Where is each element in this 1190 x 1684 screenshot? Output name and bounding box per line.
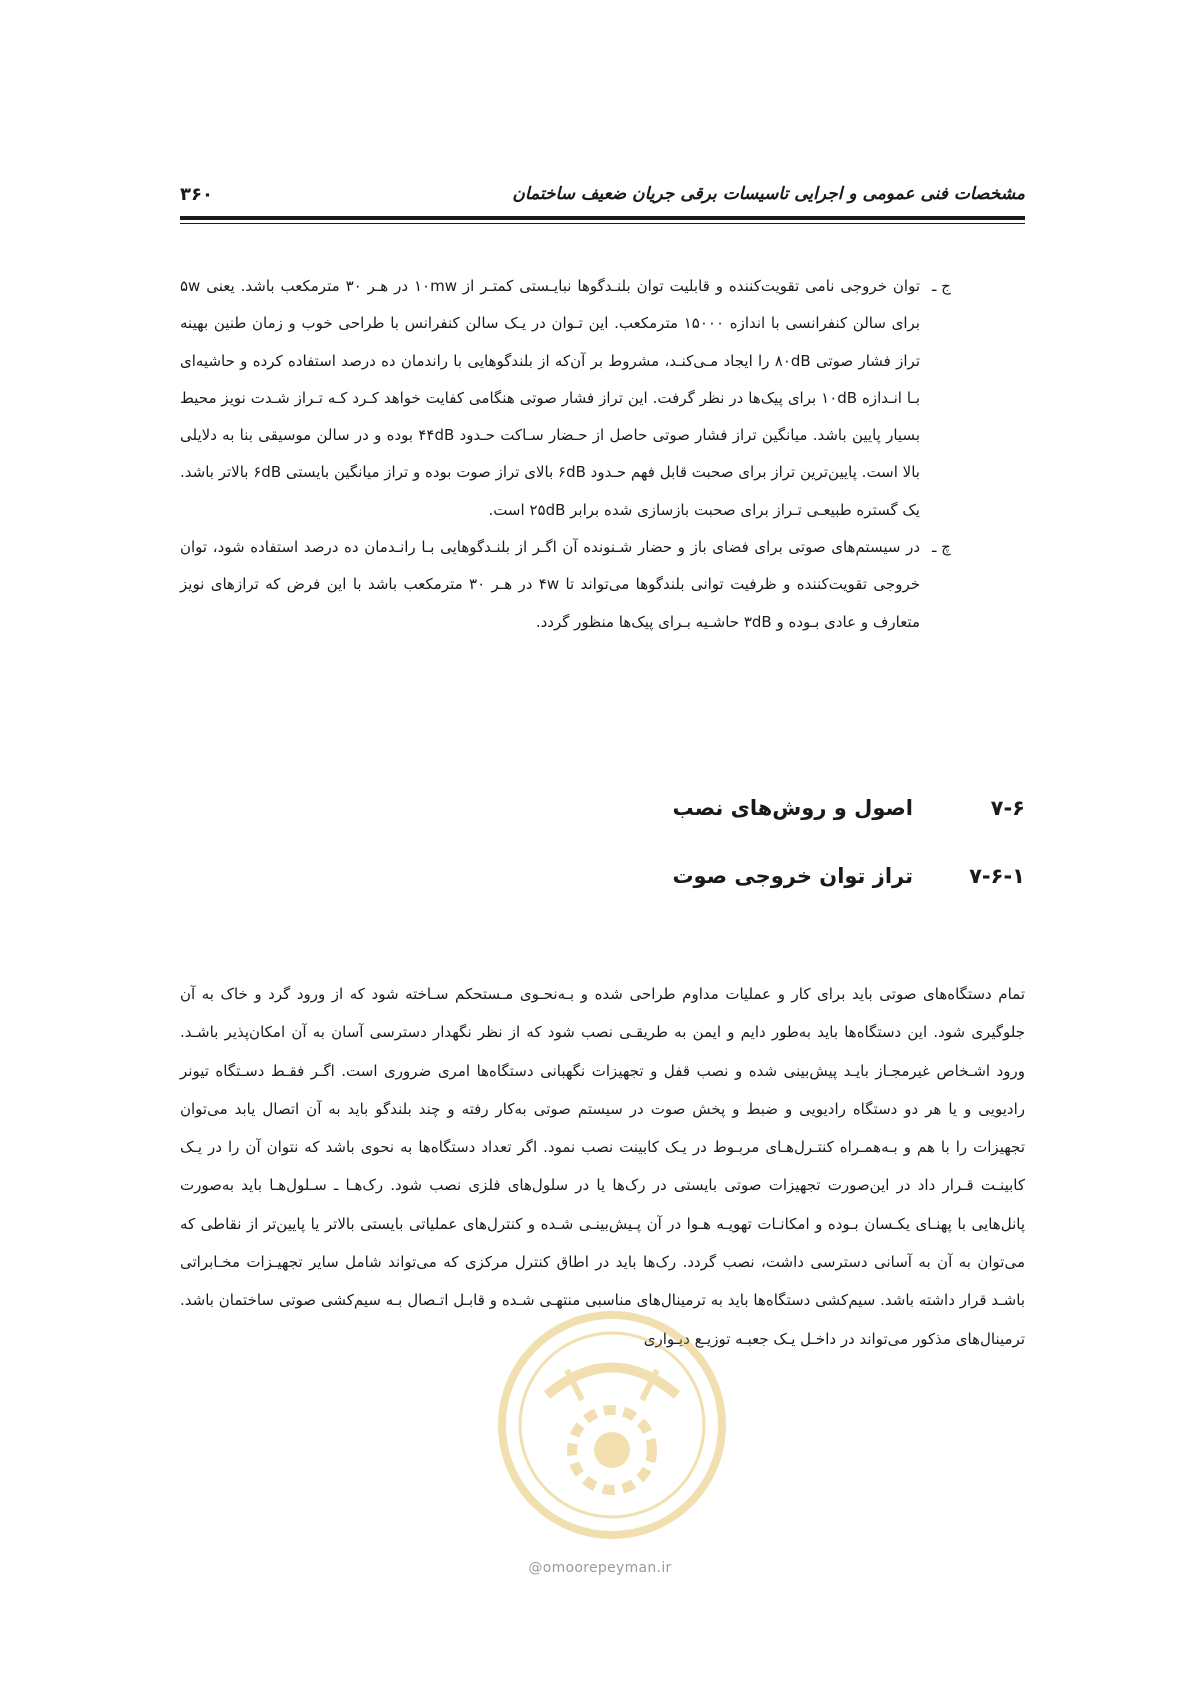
section-heading [180,796,1025,836]
list-item-marker: ج ـ [932,277,951,295]
watermark-url: @omoorepeyman.ir [528,1560,672,1576]
header-title: مشخصات فنی عمومی و اجرایی تاسیسات برقی جریان ضعیف ساختمان [512,184,1025,204]
header-rule-thin [180,223,1025,224]
page-number: ۳۶۰ [180,184,213,205]
watermark-logo-icon [487,1300,737,1550]
section-number: ۷-۶ [990,796,1025,820]
subsection-title: تراز توان خروجی صوت [672,864,913,888]
list-item-jim [180,268,951,529]
list-item-marker: چ ـ [932,538,951,557]
section-title: اصول و روش‌های نصب [672,796,913,820]
list-item-text: در سیستم‌های صوتی برای فضای باز و حضار شـنونده آن اگـر از بلنـدگوهایی بـا رانـدمان ده درصد استفاده شود، توان خروجی تقویت‌کننده و ظرفیت توانی بلندگوها می‌تواند تا ۴w در هـر ۳۰ مترمکعب باشد با این فرض که ترازهای نویز متعارف و عادی بـوده و ۳dB حاشـیه بـرای پیک‌ها منظور گردد. [180,538,920,631]
header-rule-thick [180,216,1025,220]
list-items [180,268,951,641]
list-item-che [180,529,951,641]
list-item-text: توان خروجی نامی تقویت‌کننده و قابلیت توان بلنـدگوها نبایـستی کمتـر از ۱۰mw در هـر ۳۰ مترمکعب باشد. یعنی ۵w برای سالن کنفرانسی با اندازه ۱۵۰۰۰ مترمکعب. این تـوان در یـک سالن کنفرانس با طراحی خوب و زمان طنین بهینه تراز فشار صوتی ۸۰dB را ایجاد مـی‌کنـد، مشروط بر آن‌که از بلندگوهایی با راندمان ده درصد استفاده کرده و حاشیه‌ای بـا انـدازه ۱۰dB برای پیک‌ها در نظر گرفت. این تراز فشار صوتی هنگامی کفایت خواهد کـرد کـه تـراز شـدت نویز محیط بسیار پایین باشد. میانگین تراز فشار صوتی حاصل از حـضار سـاکت حـدود ۴۴dB بوده و در سالن موسیقی بنا به دلایلی بالا است. پایین‌ترین تراز برای صحبت قابل فهم حـدود ۶dB بالای تراز صوت بوده و تراز میانگین بایستی ۶dB بالاتر باشد. یک گستره طبیعـی تـراز برای صحبت بازسازی شده برابر ۲۵dB است. [180,277,920,519]
subsection-number: ۷-۶-۱ [969,864,1025,888]
body-text: تمام دستگاه‌های صوتی باید برای کار و عملیات مداوم طراحی شده و بـه‌نحـوی مـستحکم سـاخته شود که از ورود گرد و خاک به آن جلوگیری شود. این دستگاه‌ها باید به‌طور دایم و ایمن به طریقـی نصب شود که از نظر نگهدار دسترسی آسان به آن امکان‌پذیر باشـد. ورود اشـخاص غیرمجـاز بایـد پیش‌بینی شده و نصب قفل و تجهیزات نگهبانی دستگاه‌ها امری ضروری است. اگـر فقـط دسـتگاه تیونر رادیویی و یا هر دو دستگاه رادیویی و ضبط و پخش صوت در سیستم صوتی به‌کار رفته و چند بلندگو باید به آن اتصال یابد می‌توان تجهیزات را با هم و بـه‌همـراه کنتـرل‌هـای مربـوط در یـک کابینت نصب نمود. اگر تعداد دستگاه‌ها به نحوی باشد که نتوان آن را در یـک کابینـت قـرار داد در این‌صورت تجهیزات صوتی بایستی در رک‌ها یا در سلول‌های فلزی نصب شود. رک‌هـا ـ سـلول‌هـا باید به‌صورت پانل‌هایی با پهنـای یکـسان بـوده و امکانـات تهویـه هـوا در آن پـیش‌بینـی شـده و کنترل‌های عملیاتی بایستی بالاتر یا پایین‌تر از نقاطی که می‌توان به آن به آسانی دسترسی داشت، نصب گردد. رک‌ها باید در اطاق کنترل مرکزی که می‌تواند شامل سایر تجهیـزات مخـابراتی باشـد قرار داشته باشد. سیم‌کشی دستگاه‌ها باید به ترمینال‌های مناسبی منتهـی شـده و قابـل اتـصال بـه سیم‌کشی صوتی ساختمان باشد. ترمینال‌های مذکور می‌تواند در داخـل یـک جعبـه توزیـع دیـواری [180,985,1025,1348]
subsection-heading [180,864,1025,904]
running-header [180,180,1025,216]
